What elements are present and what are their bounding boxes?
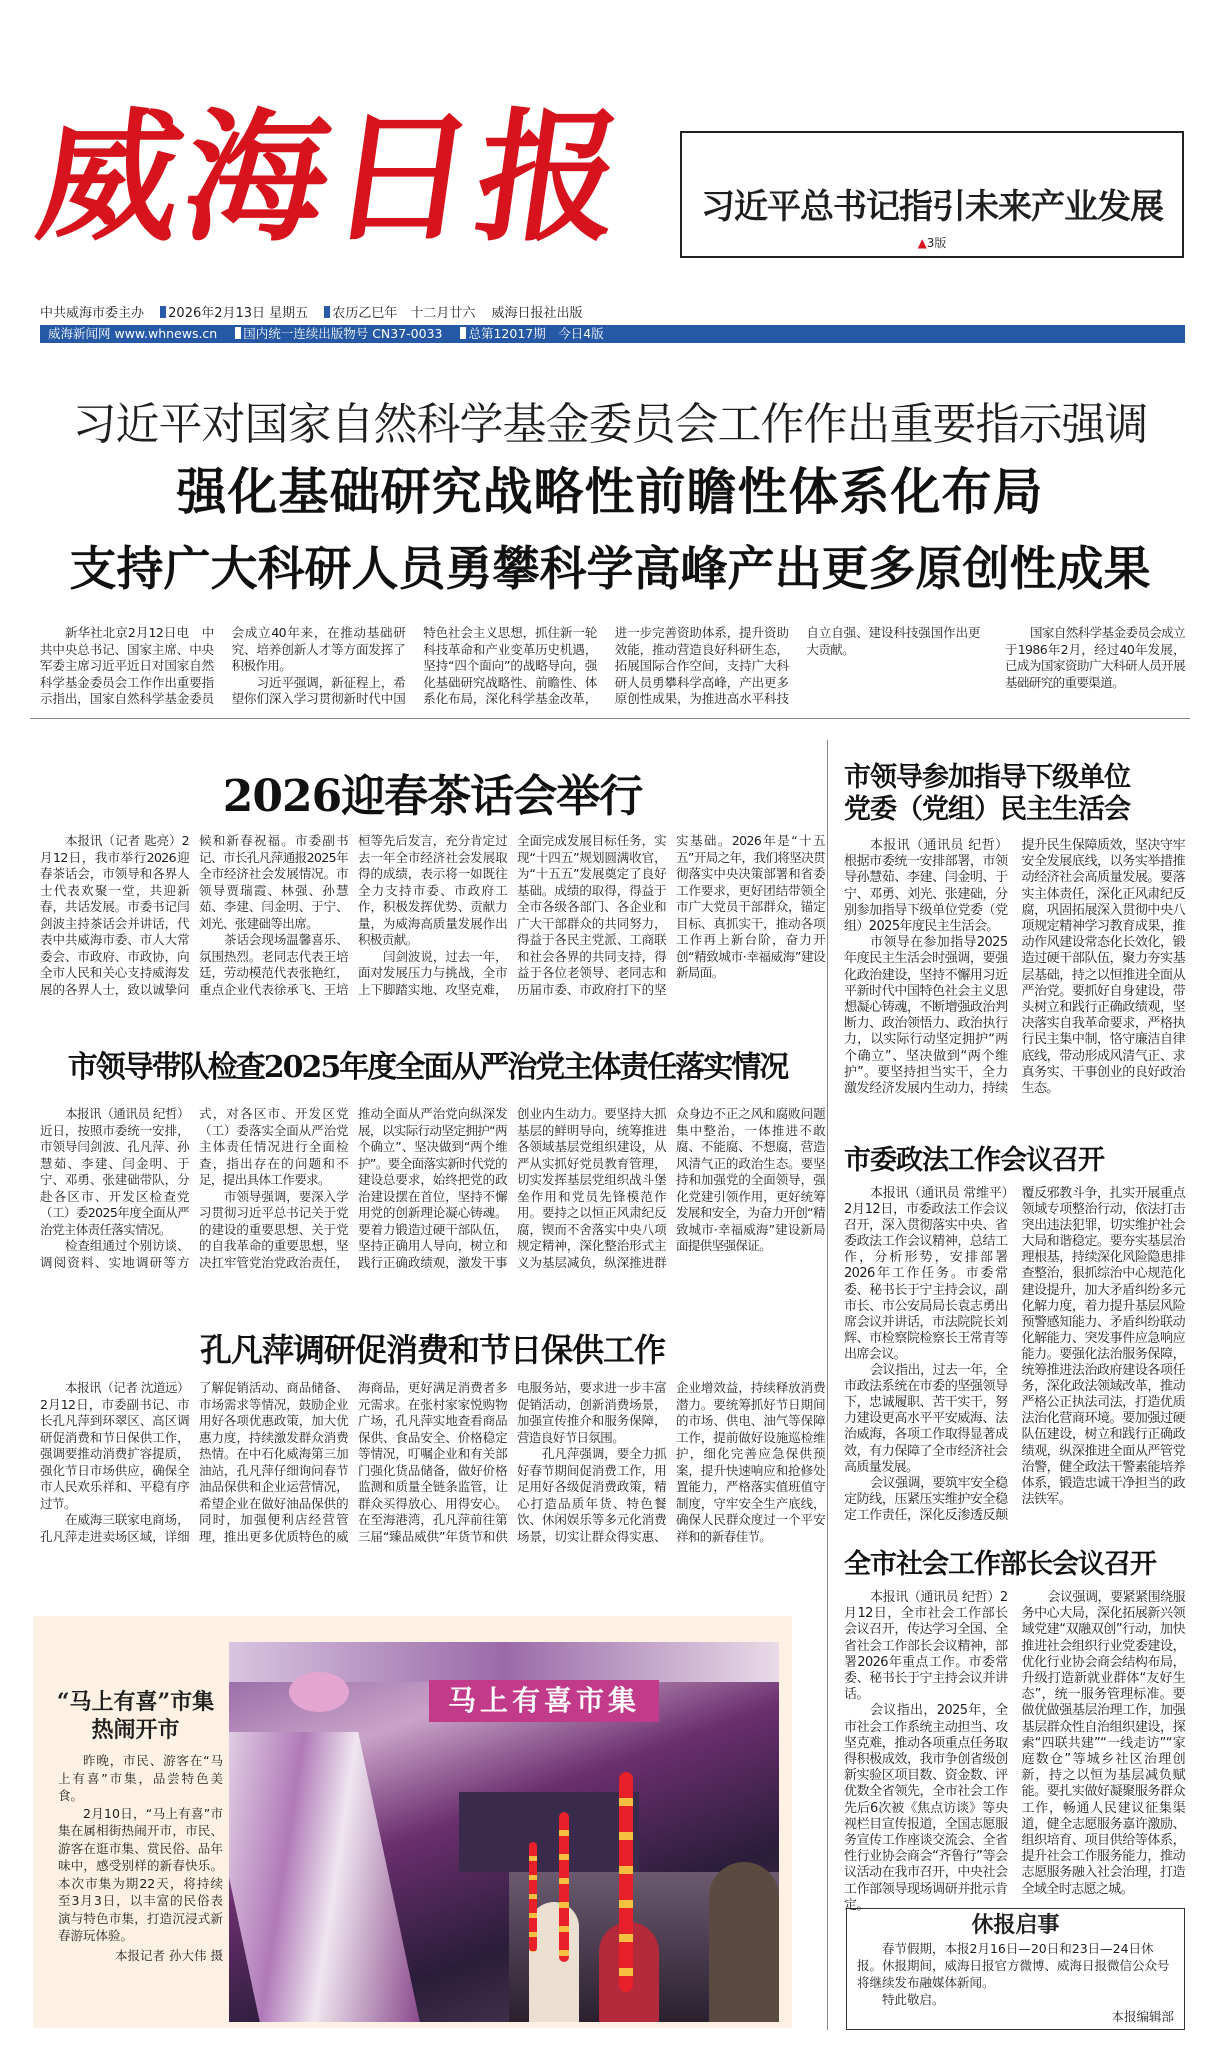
- paragraph: 昨晚，市民、游客在“马上有喜”市集，品尝特色美食。: [58, 1753, 223, 1803]
- issue-number: 总第12017期 今日4版: [468, 326, 604, 341]
- paragraph: 国家自然科学基金委员会成立于1986年2月，经过40年发展，已成为国家资助广大科研人员开展基础研究的重要渠道。: [1005, 625, 1185, 690]
- lead-body: [40, 625, 980, 708]
- press: 威海日报社出版: [491, 306, 583, 321]
- masthead-logo: 威海日报: [28, 95, 636, 261]
- teaser-title[interactable]: 习近平总书记指引未来产业发展: [701, 187, 1163, 227]
- issue-date: 2026年2月13日 星期五: [168, 306, 309, 321]
- paragraph: 特此敬启。: [882, 1992, 945, 2007]
- paragraph: 在威海三联家电商场，孔凡萍走进卖场区域，详细了解促销活动、商品储备、市场需求等情况，鼓励企业用好各项优惠政策，加大优惠力度，持续激发群众消费热情。在中石化威海第三加油站，孔凡萍仔细询问春节油品保供和企业运营情况，希望企业在做好油品保供的同时，加强便利店经营管理，推出更多优质特色的威海商品，更好满足消费者多元需求。在张村家家悦购物广场，孔凡萍实地查看商品保供、食品安全、价格稳定等情况，叮嘱企业和有关部门强化货品储备，做好价格监测和质量全链条监管，让群众买得放心、用得安心。在至海港湾，孔凡萍前往第三届“臻品威供”年货节和供电服务站，要求进一步丰富促销活动，创新消费场景，加强宣传推介和服务保障，营造良好节日氛围。: [40, 1380, 666, 1544]
- socialwork-body: [844, 1590, 1185, 1914]
- website-link[interactable]: 威海新闻网 www.whnews.cn: [48, 326, 218, 341]
- paragraph: 本报讯（通讯员 纪哲）近日，按照市委统一安排，市领导闫剑波、孔凡萍、孙慧茹、李建、闫金明、于宁、邓勇、张建础带队，分赴各区市、开发区检查党（工）委2025年度全面从严治党主体责任落实情况。: [40, 1106, 189, 1237]
- square-icon: [160, 306, 166, 318]
- paragraph: 孔凡萍强调，要全力抓好春节期间促消费工作，用足用好各级促消费政策，精心打造品质年货、特色餐饮、休闲娱乐等多元化消费场景，切实让群众得实惠、企业增效益，持续释放消费潜力。要统筹抓好节日期间的市场、供电、油气等保障工作，提前做好设施巡检维护，细化完善应急保供预案，提升快速响应和抢修处置能力，严格落实值班值守制度，守牢安全生产底线，确保人民群众度过一个平安祥和的新春佳节。: [517, 1380, 825, 1544]
- paragraph: 本报讯（记者 匙亮）2月12日，我市举行2026迎春茶话会，市领导和各界人士代表欢聚一堂，共迎新春，共话发展。市委书记闫剑波主持茶话会并讲话，代表中共威海市委、市人大常委会、市政府、市政协，向全市人民和关心支持威海发展的各界人士，致以诚挚问候和新春祝福。市委副书记、市长孔凡萍通报2025年全市经济社会发展情况。市领导贾瑞霞、林强、孙慧茹、李建、闫金明、于宁、刘光、张建础等出席。: [40, 833, 348, 997]
- lead-headline-2[interactable]: 支持广大科研人员勇攀科学高峰产出更多原创性成果: [69, 542, 1151, 597]
- lantern-string: [529, 1842, 537, 1952]
- info-bar: [40, 325, 1185, 343]
- teaser-box[interactable]: [680, 131, 1184, 258]
- photo-credit: 本报记者 孙大伟 摄: [115, 1947, 223, 1963]
- lantern-string: [619, 1772, 633, 1992]
- lead-headline-1[interactable]: 强化基础研究战略性前瞻性体系化布局: [176, 462, 1044, 521]
- notice-box: [846, 1908, 1185, 2030]
- square-icon: [235, 327, 241, 339]
- dateline: [40, 302, 595, 321]
- lion-mascot: [289, 1672, 349, 1712]
- paragraph: 茶话会现场温馨喜乐、氛围热烈。老同志代表王培廷，劳动模范代表张艳红，重点企业代表徐承飞、王培桓等先后发言，充分肯定过去一年全市经济社会发展取得的成绩，表示将一如既往全力支持市委、市政府工作，积极发挥优势、贡献力量，为威海高质量发展作出积极贡献。: [199, 833, 507, 997]
- politicallegal-title[interactable]: 市委政法工作会议召开: [844, 1145, 1104, 1176]
- inspection-body: [40, 1106, 825, 1271]
- paragraph: 本报讯（通讯员 纪哲）2月12日，全市社会工作部长会议召开，传达学习全国、全省社会工作部长会议精神，部署2026年重点工作。市委常委、秘书长于宁主持会议并讲话。: [844, 1590, 1008, 1703]
- inspection-title[interactable]: 市领导带队检查2025年度全面从严治党主体责任落实情况: [67, 1050, 788, 1085]
- paragraph: 春节假期，本报2月16日—20日和23日—24日休报。休报期间，威海日报官方微博、威海日报微信公众号将继续发布融媒体新闻。: [857, 1941, 1170, 1990]
- paragraph: 会议强调，要紧紧围绕服务中心大局，深化拓展新兴领域党建“双融双创”行动，加快推进社会组织行业党委建设，优化行业协会商会结构布局，升级打造新就业群体“友好生态”，统一服务管理标准。要做优做强基层治理工作，加强基层群众性自治组织建设，探索“四联共建”“一线走访”“家庭数仓”等城乡社区治理创新，持之以恒为基层减负赋能。要扎实做好凝聚服务群众工作，畅通人民建议征集渠道，健全志愿服务嘉许激励、组织培育、项目供给等体系，提升社会工作服务能力，推动志愿服务融入社会治理，打造全域全时志愿之城。: [1021, 1590, 1185, 1897]
- paragraph: 会议指出，过去一年，全市政法系统在市委的坚强领导下，忠诚履职、苦干实干，努力建设更高水平平安威海、法治威海，各项工作取得显著成效，有力保障了全市经济社会高质量发展。: [844, 1363, 1008, 1475]
- paragraph: 本报讯（通讯员 纪哲）根据市委统一安排部署，市领导孙慧茹、李建、闫金明、于宁、邓勇、刘光、张建础，分别参加指导下级单位党委（党组）2025年度民主生活会。: [844, 838, 1008, 935]
- serial-number: 国内统一连续出版物号 CN37-0033: [243, 326, 443, 341]
- publisher: 中共威海市委主办: [40, 306, 145, 321]
- paragraph: 检查组通过个别访谈、调阅资料、实地调研等方式，对各区市、开发区党（工）委落实全面从严治党主体责任情况进行全面检查，指出存在的问题和不足，提出具体工作要求。: [40, 1106, 348, 1270]
- consumption-title[interactable]: 孔凡萍调研促消费和节日保供工作: [199, 1331, 665, 1369]
- lead-kicker: 习近平对国家自然科学基金委员会工作作出重要指示强调: [72, 399, 1148, 450]
- teaser-page-ref: 3版: [926, 236, 947, 250]
- notice-title: 休报启事: [971, 1912, 1060, 1938]
- lifemeeting-title[interactable]: 市领导参加指导下级单位 党委（党组）民主生活会: [844, 762, 1130, 825]
- paragraph: 习近平强调，新征程上，希望你们深入学习贯彻新时代中国特色社会主义思想，抓住新一轮科技革命和产业变革历史机遇，坚持“四个面向”的战略导向，强化基础研究战略性、前瞻性、体系化布局，深化科学基金改革，进一步完善资助体系，提升资助效能，推动营造良好科研生态，拓展国际合作空间，支持广大科研人员勇攀科学高峰，产出更多原创性成果，为推进高水平科技自立自强、建设科技强国作出更大贡献。: [231, 625, 980, 706]
- column-divider: [827, 740, 828, 2030]
- market-banner: 马上有喜市集: [429, 1680, 659, 1722]
- politicallegal-body: [844, 1186, 1185, 1524]
- paragraph: 会议指出，2025年，全市社会工作系统主动担当、攻坚克难，推动各项重点任务取得积极成效，我市争创省级创新实验区项目数、资金数、评优数全省领先，全市社会工作先后6次被《焦点访谈》等央视栏目宣传报道，全国志愿服务宣传工作座谈交流会、全省性行业协会商会“齐鲁行”等会议活动在我市召开，中央社会工作部领导现场调研并批示肯定。: [844, 1703, 1008, 1913]
- socialwork-title[interactable]: 全市社会工作部长会议召开: [844, 1549, 1156, 1580]
- paragraph: 本报讯（通讯员 常维平）2月12日，市委政法工作会议召开，深入贯彻落实中央、省委政法工作会议精神，总结工作，分析形势，安排部署2026年工作任务。市委常委、秘书长于宁主持会议，副市长、市公安局局长袁志勇出席会议并讲话，市法院院长刘辉、市检察院检察长王常青等出席会议。: [844, 1186, 1008, 1362]
- photo-title[interactable]: “马上有喜”市集 热闹开市: [56, 1689, 215, 1743]
- triangle-up-icon: ▲: [917, 236, 927, 250]
- paragraph: 闫剑波说，过去一年，面对发展压力与挑战，全市上下脚踏实地、攻坚克难，全面完成发展目标任务，实现“十四五”规划圆满收官，为“十五五”发展奠定了良好基础。成绩的取得，得益于全市各级各部门、各企业和广大干部群众的共同努力，得益于各民主党派、工商联和社会各界的共同支持，得益于各位老领导、老同志和历届市委、市政府打下的坚实基础。2026年是“十五五”开局之年，我们将坚决贯彻落实中央决策部署和省委工作要求，更好团结带领全市广大党员干部群众，锚定目标、真抓实干，推动各项工作再上新台阶，奋力开创“精致城市·幸福威海”建设新局面。: [358, 833, 825, 997]
- square-icon: [460, 327, 466, 339]
- paragraph: 本报讯（记者 沈道远）2月12日，市委副书记、市长孔凡萍到环翠区、高区调研促消费和节日保供工作，强调要推动消费扩容提质，强化节日市场供应，确保全市人民欢乐祥和、平稳有序过节。: [40, 1380, 189, 1511]
- lead-body-last-column: [1005, 625, 1185, 691]
- square-icon: [324, 306, 330, 318]
- consumption-body: [40, 1380, 825, 1545]
- lunar-date: 农历乙巳年 十二月廿六: [332, 306, 476, 321]
- paragraph: 市领导强调，要深入学习贯彻习近平总书记关于党的建设的重要思想、关于党的自我革命的重要思想，坚决扛牢管党治党政治责任，推动全面从严治党向纵深发展，以实际行动坚定拥护“两个确立”、坚决做到“两个维护”。要全面落实新时代党的建设总要求，始终把党的政治建设摆在首位，坚持不懈用党的创新理论凝心铸魂。要着力锻造过硬干部队伍，坚持正确用人导向，树立和践行正确政绩观，激发干事创业内生动力。要坚持大抓基层的鲜明导向，统筹推进各领域基层党组织建设，从严从实抓好党员教育管理，切实发挥基层党组织战斗堡垒作用和党员先锋模范作用。要持之以恒正风肃纪反腐，锲而不舍落实中央八项规定精神，深化整治形式主义为基层减负，纵深推进群众身边不正之风和腐败问题集中整治，一体推进不敢腐、不能腐、不想腐，营造风清气正的政治生态。要坚持和加强党的全面领导，强化党建引领作用，更好统筹发展和安全，为奋力开创“精致城市·幸福威海”建设新局面提供坚强保证。: [199, 1106, 825, 1270]
- lantern-string: [559, 1812, 569, 1962]
- divider: [30, 718, 1190, 719]
- market-photo[interactable]: [229, 1642, 779, 2022]
- teaparty-title[interactable]: 2026迎春茶话会举行: [222, 771, 643, 822]
- paragraph: 市领导在参加指导2025年度民主生活会时强调，要强化政治建设，坚持不懈用习近平新时代中国特色社会主义思想凝心铸魂，不断增强政治判断力、政治领悟力、政治执行力，以实际行动坚定拥护“两个确立”、坚决做到“两个维护”。要坚持担当实干，全力激发经济发展内生动力，持续提升民生保障质效，坚决守牢安全发展底线，以务实举措推动经济社会高质量发展。要落实主体责任，深化正风肃纪反腐，巩固拓展深入贯彻中央八项规定精神学习教育成果，推动作风建设常态化长效化，锻造过硬干部队伍，聚力夯实基层基础，持之以恒推进全面从严治党。要抓好自身建设，带头树立和践行正确政绩观，坚决落实自我革命要求，严格执行民主集中制，恪守廉洁自律底线，带动形成风清气正、求真务实、干事创业的良好政治生态。: [844, 838, 1185, 1097]
- paragraph: 会议强调，要筑牢安全稳定防线，压紧压实维护安全稳定工作责任，深化反渗透反颠覆反邪教斗争，扎实开展重点领域专项整治行动，依法打击突出违法犯罪，切实维护社会大局和谐稳定。要夯实基层治理根基，持续深化风险隐患排查整治，狠抓综治中心规范化建设提升，加大矛盾纠纷多元化解力度，着力提升基层风险预警感知能力、矛盾纠纷联动化解能力、突发事件应急响应能力。要强化法治服务保障，统筹推进法治政府建设各项任务，深化政法领域改革，推动严格公正执法司法，打造优质法治化营商环境。要加强过硬队伍建设，树立和践行正确政绩观，纵深推进全面从严管党治警，健全政法干警素能培养体系，锻造忠诚干净担当的政法铁军。: [844, 1186, 1185, 1523]
- lifemeeting-body: [844, 838, 1185, 1097]
- notice-signature: 本报编辑部: [1111, 2009, 1174, 2024]
- paragraph: 2月10日，“马上有喜”市集在属相街热闹开市，市民、游客在逛市集、赏民俗、品年味中，感受别样的新春快乐。本次市集为期22天，将持续至3月3日，以丰富的民俗表演与特色市集，打造沉浸式新春游玩体验。: [58, 1805, 223, 1943]
- photo-caption: [58, 1752, 223, 1964]
- paragraph: 新华社北京2月12日电 中共中央总书记、国家主席、中央军委主席习近平近日对国家自然科学基金委员会工作作出重要指示指出，国家自然科学基金委员会成立40年来，在推动基础研究、培养创新人才等方面发挥了积极作用。: [40, 625, 406, 706]
- teaparty-body: [40, 833, 825, 998]
